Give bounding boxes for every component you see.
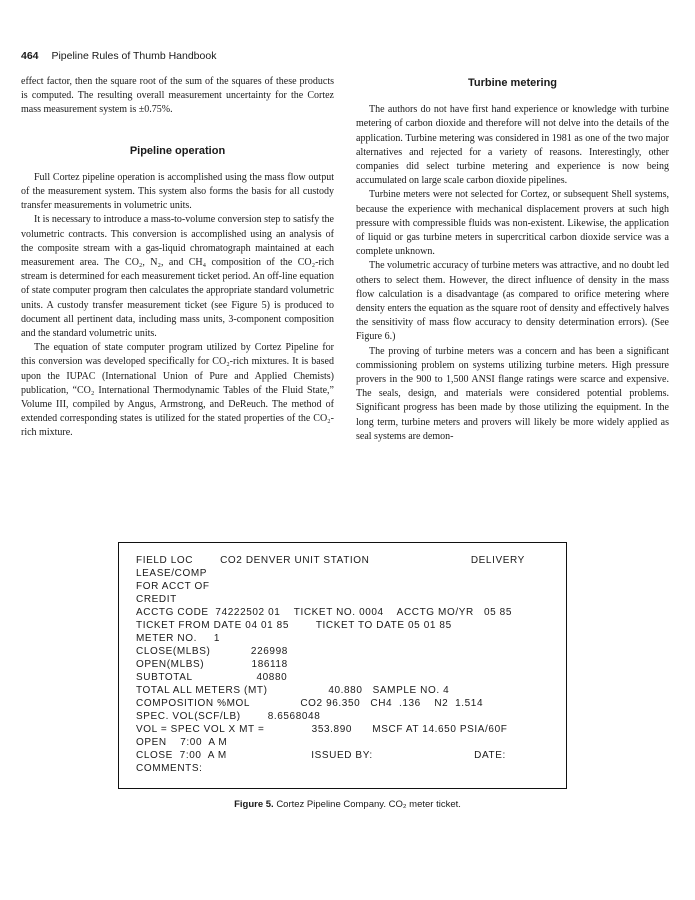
ticket-line: CLOSE(MLBS) 226998 (136, 646, 288, 657)
page-number: 464 (21, 50, 39, 62)
paragraph: Turbine meters were not selected for Cortez, or subsequent Shell systems, because the experience with mechanical displacement provers at such high pressure with compressible fluids was non-existent. Likewise, the application of liquid or gas turbine meters in supercritical carbon dioxide service was a complete unknown. (356, 189, 669, 258)
ticket-line: OPEN 7:00 A M (136, 737, 228, 748)
ticket-line: SPEC. VOL(SCF/LB) 8.6568048 (136, 711, 321, 722)
ticket-line: SUBTOTAL 40880 (136, 672, 288, 683)
ticket-line: TICKET FROM DATE 04 01 85 TICKET TO DATE 05 01 85 (136, 620, 452, 631)
figure-caption-text: Cortez Pipeline Company. CO₂ meter ticket. (276, 799, 461, 810)
ticket-line: OPEN(MLBS) 186118 (136, 659, 288, 670)
section-heading-pipeline-operation: Pipeline operation (129, 144, 226, 157)
ticket-line: LEASE/COMP (136, 568, 208, 579)
ticket-line: ACCTG CODE 74222502 01 TICKET NO. 0004 ACCTG MO/YR 05 85 (136, 607, 512, 618)
ticket-line: TOTAL ALL METERS (MT) 40.880 SAMPLE NO. 4 (136, 685, 450, 696)
section-heading-turbine-metering: Turbine metering (467, 77, 558, 89)
ticket-line: FOR ACCT OF (136, 581, 210, 592)
continued-paragraph: effect factor, then the square root of the sum of the squares of these products is computed. The resulting overall measurement uncertainty for the Cortez mass measurement system is ±0.75%. (21, 76, 334, 116)
ticket-line: CREDIT (136, 594, 177, 605)
ticket-line: CLOSE 7:00 A M ISSUED BY: DATE: (136, 750, 506, 761)
paragraph: Full Cortez pipeline operation is accomplished using the mass flow output of the measurement system. This system also forms the basis for all custody transfer measurements in volumetric units. (21, 171, 334, 212)
meter-ticket-figure (118, 542, 567, 789)
ticket-line: COMPOSITION %MOL CO2 96.350 CH4 .136 N2 1.514 (136, 698, 484, 709)
ticket-line: COMMENTS: (136, 763, 203, 774)
paragraph: The authors do not have first hand experience or knowledge with turbine metering of carbon dioxide and therefore will not delve into the details of the application. Turbine metering was considered in 1981 as one of the two major alternatives and rejected for a variety of reasons. Interestingly, other companies did select turbine metering and experience is now being accumulated on large scale carbon dioxide pipelines. (356, 104, 669, 187)
left-column (21, 75, 334, 441)
paragraph: The proving of turbine meters was a concern and has been a significant commissioning problem on systems utilizing turbine meters. High pressure provers in the 900 to 1,500 ANSI flange ratings were scarce and expensive. The seals, design, and materials were considered potential problems. Significant progress has been made by those utilizing the equipment. In the long term, turbine meters and provers will likely be more widely applied as seal systems are demon- (356, 345, 669, 442)
ticket-line: VOL = SPEC VOL X MT = 353.890 MSCF AT 14.650 PSIA/60F (136, 724, 508, 735)
figure-label: Figure 5. (234, 799, 274, 810)
page-header (21, 50, 216, 62)
paragraph: The equation of state computer program utilized by Cortez Pipeline for this conversion was developed specifically for CO₂-rich mixtures. It is based upon the IUPAC (International Union of Pure and Applied Chemists) publication, “CO₂ International Thermodynamic Tables of the Fluid State,” Volume III, compiled by Angus, Armstrong, and DeReuch. The method of extended corresponding states is utilized for the stated properties of the CO₂-rich mixture. (21, 342, 334, 439)
right-column (356, 75, 669, 444)
ticket-line: FIELD LOC CO2 DENVER UNIT STATION DELIVERY (136, 555, 525, 566)
figure-caption (0, 799, 695, 810)
ticket-line: METER NO. 1 (136, 633, 221, 644)
running-title: Pipeline Rules of Thumb Handbook (51, 50, 217, 62)
paragraph: It is necessary to introduce a mass-to-volume conversion step to satisfy the volumetric contracts. This conversion is accomplished using an analysis of the composite stream with a gas-liquid chromatograph maintained at each measurement area. The CO₂, N₂, and CH₄ composition of the CO₂-rich stream is determined for each measurement ticket period. An off-line equation of state computer program then calculates the appropriate standard volumetric units. A custody transfer measurement ticket (see Figure 5) is produced to document all pertinent data, including mass units, 3-component composition and the standard volumetric units. (21, 214, 334, 340)
paragraph: The volumetric accuracy of turbine meters was attractive, and no doubt led others to select them. However, the direct influence of density in the mass flow calculation is a disadvantage (as compared to orifice metering where density enters the equation as the square root of density and effectively halves the sensitivity of mass flow accuracy to density determination errors). (See Figure 6.) (356, 260, 669, 343)
